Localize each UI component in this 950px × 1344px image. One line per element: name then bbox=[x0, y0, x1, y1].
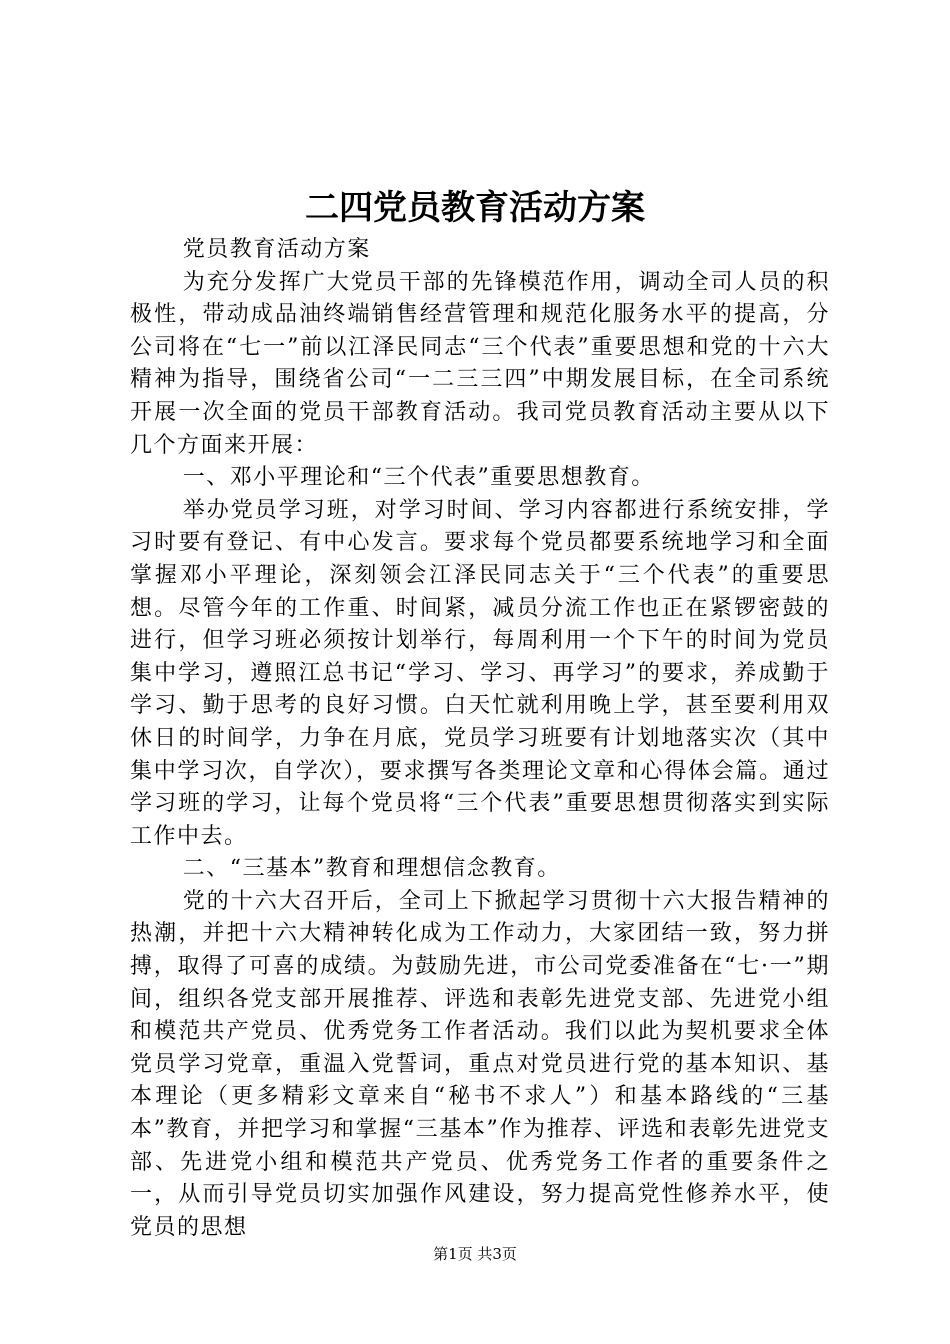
paragraph-section-2: 党的十六大召开后，全司上下掀起学习贯彻十六大报告精神的热潮，并把十六大精神转化成为工作动力，大家团结一致，努力拼搏，取得了可喜的成绩。为鼓励先进，市公司党委准备在“七·一”期间，组织各党支部开展推荐、评选和表彰先进党支部、先进党小组和模范共产党员、优秀党务工作者活动。我们以此为契机要求全体党员学习党章，重温入党誓词，重点对党员进行党的基本知识、基本理论（更多精彩文章来自“秘书不求人”）和基本路线的“三基本”教育，并把学习和掌握“三基本”作为推荐、评选和表彰先进党支部、先进党小组和模范共产党员、优秀党务工作者的重要条件之一，从而引导党员切实加强作风建设，努力提高党性修养水平，使党员的思想 bbox=[130, 888, 830, 1240]
page-footer: 第1页 共3页 bbox=[433, 1245, 517, 1263]
document-title: 二四党员教育活动方案 bbox=[305, 188, 645, 228]
section-heading-1: 一、邓小平理论和“三个代表”重要思想教育。 bbox=[182, 465, 655, 491]
document-body bbox=[130, 234, 830, 1244]
paragraph-intro: 为充分发挥广大党员干部的先锋模范作用，调动全司人员的积极性，带动成品油终端销售经营管理和规范化服务水平的提高，分公司将在“七一”前以江泽民同志“三个代表”重要思想和党的十六大精神为指导，围绕省公司“一二三三四”中期发展目标，在全司系统开展一次全面的党员干部教育活动。我司党员教育活动主要从以下几个方面来开展： bbox=[130, 269, 830, 458]
section-heading-2: 二、“三基本”教育和理想信念教育。 bbox=[182, 856, 561, 882]
paragraph-subtitle: 党员教育活动方案 bbox=[182, 237, 371, 262]
paragraph-section-1: 举办党员学习班，对学习时间、学习内容都进行系统安排，学习时要有登记、有中心发言。要求每个党员都要系统地学习和全面掌握邓小平理论，深刻领会江泽民同志关于“三个代表”的重要思想。尽管今年的工作重、时间紧，减员分流工作也正在紧锣密鼓的进行，但学习班必须按计划举行，每周利用一个下午的时间为党员集中学习，遵照江总书记“学习、学习、再学习”的要求，养成勤于学习、勤于思考的良好习惯。白天忙就利用晚上学，甚至要利用双休日的时间学，力争在月底，党员学习班要有计划地落实次（其中集中学习次，自学次），要求撰写各类理论文章和心得体会篇。通过学习班的学习，让每个党员将“三个代表”重要思想贯彻落实到实际工作中去。 bbox=[130, 497, 830, 849]
